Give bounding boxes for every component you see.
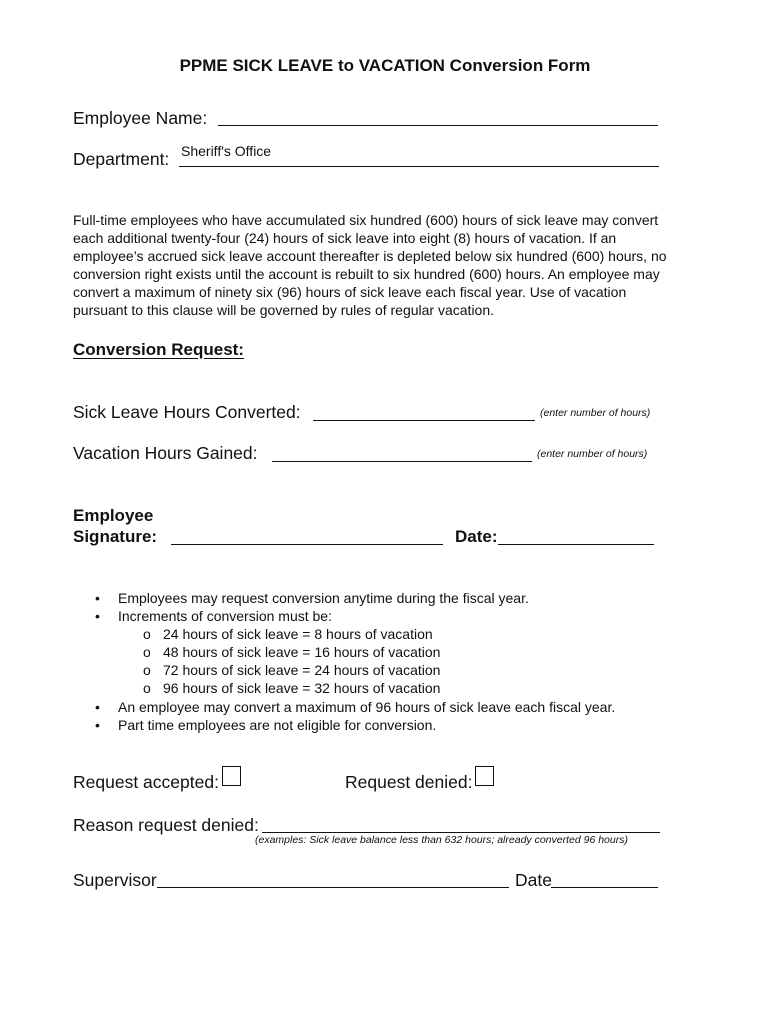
bullet-icon: • — [95, 699, 100, 715]
policy-line: Full-time employees who have accumulated six hundred (600) hours of sick leave may convert — [73, 212, 659, 228]
signature-date-label: Date: — [455, 527, 498, 546]
form-title: PPME SICK LEAVE to VACATION Conversion Form — [179, 56, 591, 75]
note-bullet: Employees may request conversion anytime during the fiscal year. — [118, 590, 529, 606]
conversion-increment: 24 hours of sick leave = 8 hours of vacation — [163, 626, 433, 642]
sick-hours-hint: (enter number of hours) — [540, 407, 651, 419]
department-value: Sheriff's Office — [181, 143, 272, 159]
sub-bullet-icon: o — [143, 644, 151, 660]
bullet-icon: • — [95, 717, 100, 733]
policy-line: each additional twenty-four (24) hours of sick leave into eight (8) hours of vacation. If an — [73, 230, 617, 246]
conversion-increment: 72 hours of sick leave = 24 hours of vacation — [163, 662, 441, 678]
supervisor-date-label: Date — [515, 870, 552, 890]
policy-line: pursuant to this clause will be governed by rules of regular vacation. — [73, 302, 495, 318]
sick-hours-label: Sick Leave Hours Converted: — [73, 402, 301, 422]
reason-denied-hint: (examples: Sick leave balance less than 632 hours; already converted 96 hours) — [255, 834, 628, 846]
note-bullet: Part time employees are not eligible for conversion. — [118, 717, 437, 733]
supervisor-date-field[interactable] — [551, 869, 658, 888]
employee-signature-field[interactable] — [171, 527, 443, 545]
request-denied-label: Request denied: — [345, 772, 473, 792]
department-label: Department: — [73, 149, 170, 169]
policy-line: conversion right exists until the account is rebuilt to six hundred (600) hours. An employee may — [73, 266, 660, 282]
request-accepted-label: Request accepted: — [73, 772, 219, 792]
supervisor-signature-field[interactable] — [157, 869, 509, 888]
policy-line: convert a maximum of ninety six (96) hours of sick leave each fiscal year. Use of vacation — [73, 284, 627, 300]
note-bullet: Increments of conversion must be: — [118, 608, 332, 624]
policy-line: employee’s accrued sick leave account thereafter is depleted below six hundred (600) hours, no — [73, 248, 667, 264]
signature-date-field[interactable] — [498, 527, 654, 545]
bullet-icon: • — [95, 590, 100, 606]
conversion-increment: 96 hours of sick leave = 32 hours of vacation — [163, 680, 441, 696]
signature-label-line2: Signature: — [73, 527, 158, 546]
vacation-hours-label: Vacation Hours Gained: — [73, 443, 258, 463]
employee-name-label: Employee Name: — [73, 108, 208, 128]
conversion-increment: 48 hours of sick leave = 16 hours of vacation — [163, 644, 441, 660]
reason-denied-label: Reason request denied: — [73, 815, 259, 835]
request-accepted-checkbox[interactable] — [222, 766, 241, 786]
sub-bullet-icon: o — [143, 662, 151, 678]
note-bullet: An employee may convert a maximum of 96 hours of sick leave each fiscal year. — [118, 699, 616, 715]
conversion-heading: Conversion Request: — [73, 340, 244, 359]
reason-denied-field[interactable] — [262, 814, 660, 833]
sub-bullet-icon: o — [143, 680, 151, 696]
signature-label-line1: Employee — [73, 506, 154, 525]
request-denied-checkbox[interactable] — [475, 766, 494, 786]
policy-paragraph — [73, 211, 723, 319]
sick-hours-field[interactable] — [313, 403, 535, 421]
vacation-hours-field[interactable] — [272, 444, 532, 462]
supervisor-label: Supervisor — [73, 870, 157, 890]
sub-bullet-icon: o — [143, 626, 151, 642]
bullet-icon: • — [95, 608, 100, 624]
department-field[interactable] — [179, 143, 659, 167]
employee-name-field[interactable] — [218, 108, 658, 126]
vacation-hours-hint: (enter number of hours) — [537, 448, 648, 460]
